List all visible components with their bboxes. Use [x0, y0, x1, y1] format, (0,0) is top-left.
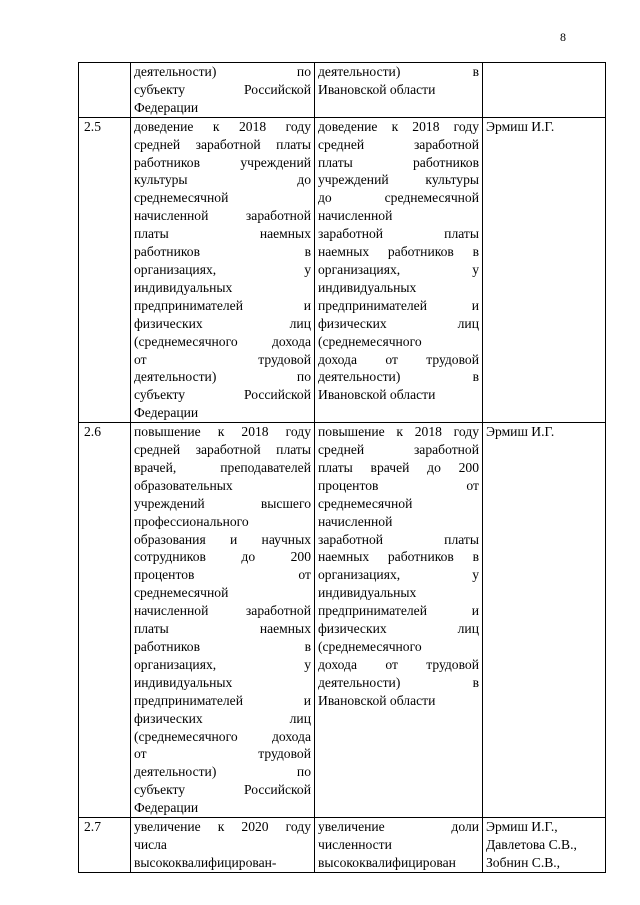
item-number: 2.7 [79, 818, 131, 873]
cell-line: предпринимателей и [318, 603, 479, 619]
cell-line: учреждений высшего [134, 495, 311, 511]
cell-line: заработной платы [318, 226, 479, 242]
table-row [79, 117, 606, 422]
cell-line: платы наемных [134, 621, 311, 637]
cell-line: заработной платы [318, 531, 479, 547]
cell-line: начисленной [318, 513, 393, 529]
cell-line: Зобнин С.В., [486, 854, 561, 870]
cell-line: увеличение к 2020 году [134, 819, 311, 835]
item-number [79, 63, 131, 118]
item-number: 2.6 [79, 423, 131, 818]
cell-line: доведение к 2018 году [134, 118, 311, 134]
cell-line: работников в [134, 244, 311, 260]
cell-line: начисленной заработной [134, 208, 311, 224]
cell-line: средней заработной платы [134, 442, 311, 458]
cell-line: предпринимателей и [134, 297, 311, 313]
cell-line: высококвалифицирован- [134, 854, 277, 870]
cell-line: деятельности) по [134, 369, 311, 385]
cell-line: доведение к 2018 году [318, 118, 479, 134]
cell-line: платы работников [318, 154, 479, 170]
cell-line: среднемесячной [134, 585, 229, 601]
cell-line: среднемесячной [134, 190, 229, 206]
cell-line: деятельности) по [134, 64, 311, 79]
responsible-cell [483, 423, 606, 818]
cell-line: Ивановской области [318, 387, 436, 403]
cell-line: деятельности) по [134, 764, 311, 780]
cell-line: организациях, у [318, 261, 479, 277]
regional-indicator-cell [315, 63, 483, 118]
responsible-cell [483, 117, 606, 422]
cell-line: начисленной [318, 208, 393, 224]
cell-line: (среднемесячного дохода [134, 728, 311, 744]
regional-indicator-cell [315, 423, 483, 818]
cell-line: Федерации [134, 99, 199, 115]
cell-line: наемных работников в [318, 549, 479, 565]
cell-line: Федерации [134, 405, 199, 421]
table-row [79, 63, 606, 118]
cell-line: от трудовой [134, 746, 311, 762]
cell-line: дохода от трудовой [318, 656, 479, 672]
cell-line: повышение к 2018 году [134, 424, 311, 440]
cell-line: индивидуальных [134, 674, 233, 690]
cell-line: субъекту Российской [134, 387, 311, 403]
cell-line: высококвалифицирован [318, 854, 456, 870]
cell-line: начисленной заработной [134, 603, 311, 619]
item-number: 2.5 [79, 117, 131, 422]
indicator-cell [131, 117, 315, 422]
cell-line: Ивановской области [318, 81, 436, 97]
cell-line: среднемесячной [318, 495, 413, 511]
cell-line: врачей, преподавателей [134, 459, 311, 475]
cell-line: численности [318, 836, 392, 852]
cell-line: деятельности) в [318, 674, 479, 690]
page-number: 8 [560, 30, 566, 44]
cell-line: Эрмиш И.Г., [486, 819, 558, 835]
cell-line: средней заработной [318, 442, 479, 458]
cell-line: физических лиц [134, 315, 311, 331]
cell-line: повышение к 2018 году [318, 424, 479, 440]
cell-line: средней заработной платы [134, 136, 311, 152]
cell-line: образовательных [134, 477, 233, 493]
cell-line: деятельности) в [318, 369, 479, 385]
cell-line: субъекту Российской [134, 81, 311, 97]
cell-line: платы врачей до 200 [318, 459, 479, 475]
indicator-cell [131, 818, 315, 873]
cell-line: процентов от [134, 567, 311, 583]
cell-line: предпринимателей и [134, 692, 311, 708]
cell-line: физических лиц [134, 710, 311, 726]
table-row [79, 818, 606, 873]
table-row [79, 423, 606, 818]
responsible-cell [483, 818, 606, 873]
cell-line: субъекту Российской [134, 782, 311, 798]
cell-line: индивидуальных [134, 279, 233, 295]
regional-indicator-cell [315, 818, 483, 873]
cell-line: (среднемесячного [318, 639, 422, 654]
cell-line: работников учреждений [134, 154, 311, 170]
cell-line: сотрудников до 200 [134, 549, 311, 565]
cell-line: (среднемесячного дохода [134, 333, 311, 349]
cell-line: профессионального [134, 513, 249, 529]
cell-line: организациях, у [134, 261, 311, 277]
cell-line: учреждений культуры [318, 172, 479, 188]
cell-line: до среднемесячной [318, 190, 479, 206]
cell-line: процентов от [318, 477, 479, 493]
cell-line: Ивановской области [318, 692, 436, 708]
cell-line: организациях, у [318, 567, 479, 583]
cell-line: (среднемесячного [318, 333, 422, 349]
cell-line: индивидуальных [318, 279, 417, 295]
cell-line: средней заработной [318, 136, 479, 152]
cell-line: предпринимателей и [318, 297, 479, 313]
cell-line: числа [134, 836, 167, 852]
cell-line: Эрмиш И.Г. [486, 424, 555, 440]
cell-line: увеличение доли [318, 819, 479, 835]
cell-line: платы наемных [134, 226, 311, 242]
cell-line: физических лиц [318, 315, 479, 331]
cell-line: Федерации [134, 800, 199, 816]
cell-line: организациях, у [134, 656, 311, 672]
cell-line: наемных работников в [318, 244, 479, 260]
cell-line: культуры до [134, 172, 311, 188]
table-body [79, 63, 606, 873]
cell-line: дохода от трудовой [318, 351, 479, 367]
cell-line: работников в [134, 639, 311, 654]
cell-line: Эрмиш И.Г. [486, 118, 555, 134]
cell-line: Давлетова С.В., [486, 836, 577, 852]
regional-indicator-cell [315, 117, 483, 422]
cell-line: от трудовой [134, 351, 311, 367]
plan-table [78, 62, 606, 873]
responsible-cell [483, 63, 606, 118]
cell-line: деятельности) в [318, 64, 479, 79]
indicator-cell [131, 423, 315, 818]
indicator-cell [131, 63, 315, 118]
cell-line: индивидуальных [318, 585, 417, 601]
cell-line: физических лиц [318, 621, 479, 637]
cell-line: образования и научных [134, 531, 311, 547]
